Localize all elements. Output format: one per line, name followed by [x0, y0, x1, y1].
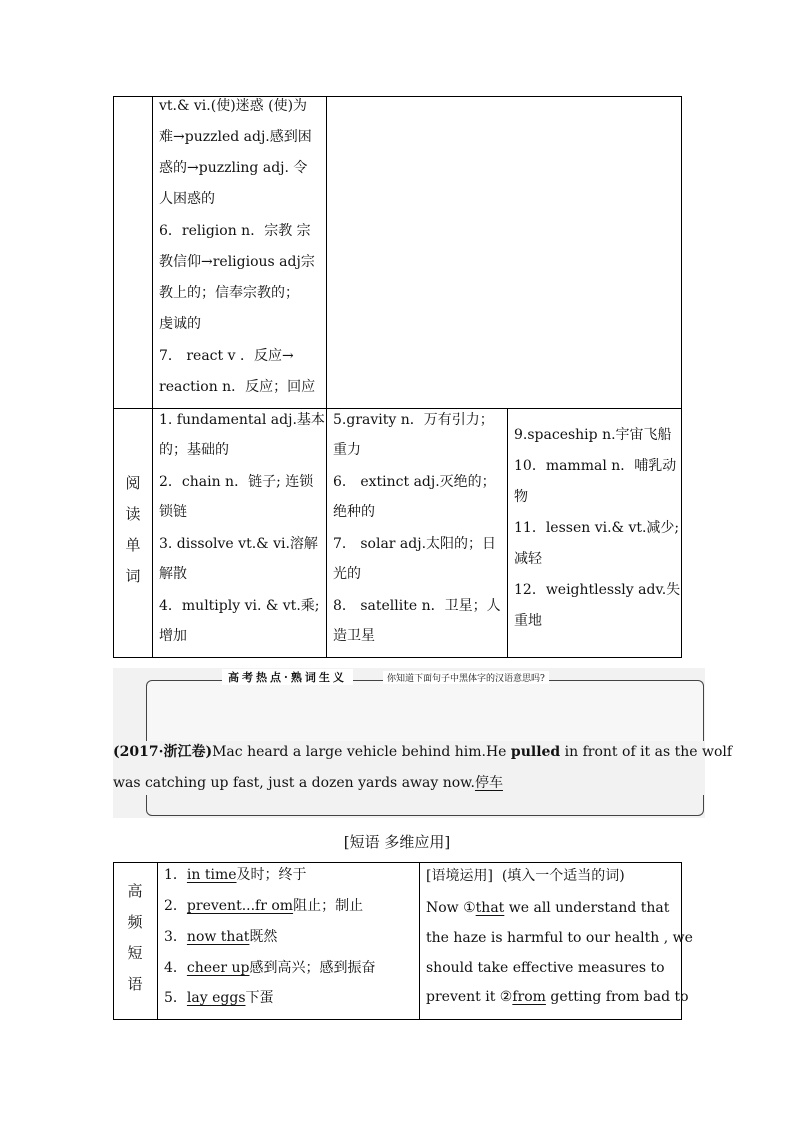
- table-border: [681, 96, 682, 658]
- sentence-part: in front of it as the wolf: [560, 744, 733, 760]
- table-border: [152, 96, 153, 658]
- answer-blank-1: that: [475, 900, 505, 916]
- exercise-title: [语境运用]: [426, 868, 493, 884]
- meaning: 感到高兴；感到振奋: [249, 960, 376, 976]
- meaning: 下蛋: [245, 990, 274, 1006]
- table-border: [113, 657, 682, 658]
- entry-line: reaction n．反应；回应: [159, 379, 316, 395]
- panel-top-bracket: [146, 680, 704, 741]
- bold-word: pulled: [510, 744, 561, 760]
- item-number: 4．: [164, 960, 187, 976]
- list-item: [164, 988, 274, 1008]
- entry-line: 9.spaceship n.宇宙飞船: [514, 427, 672, 443]
- exercise-note: (填入一个适当的词): [501, 868, 625, 884]
- entry-line: 2．chain n．链子; 连锁: [159, 474, 314, 490]
- label-char: 单: [125, 536, 141, 554]
- entry-line: 12．weightlessly adv.失: [514, 582, 681, 598]
- table-border: [113, 1019, 682, 1020]
- phrase: in time: [186, 867, 237, 883]
- entry-line: 10．mammal n．哺乳动: [514, 458, 677, 474]
- sentence-part: was catching up fast, just a dozen yards away now.: [113, 775, 475, 791]
- entry-line: 绝种的: [333, 504, 375, 520]
- list-item: [164, 958, 375, 978]
- phrase: lay eggs: [186, 990, 246, 1006]
- label-char: 读: [125, 505, 141, 523]
- entry-line: 造卫星: [333, 628, 375, 644]
- table-border: [419, 862, 420, 1020]
- meaning: 及时；终于: [236, 867, 307, 883]
- example-sentence: [113, 742, 732, 762]
- item-number: 3．: [164, 929, 187, 945]
- label-char: 短: [127, 944, 143, 962]
- entry-line: 5.gravity n．万有引力；: [333, 412, 494, 428]
- example-sentence-line-2: [113, 773, 503, 793]
- entry-line: 6． extinct adj.灭绝的；: [333, 474, 496, 490]
- entry-line: 的；基础的: [159, 442, 229, 458]
- meaning: 阻止；制止: [293, 898, 364, 914]
- label-char: 语: [127, 975, 143, 993]
- exercise-line: should take effective measures to: [426, 960, 665, 976]
- entry-line: 解散: [159, 566, 187, 582]
- entry-line: 物: [514, 489, 528, 505]
- entry-line: 惑的→puzzling adj. 令: [159, 160, 308, 176]
- exercise-line: the haze is harmful to our health , we: [426, 930, 693, 946]
- entry-line: 6．religion n．宗教 宗: [159, 223, 311, 239]
- label-char: 阅: [125, 474, 141, 492]
- entry-line: 教上的；信奉宗教的；: [159, 285, 299, 301]
- answer-blank-2: from: [512, 989, 546, 1005]
- table-border: [113, 862, 114, 1020]
- item-number: 2．: [164, 898, 187, 914]
- table-border: [326, 96, 327, 658]
- entry-line: 11．lessen vi.& vt.减少;: [514, 520, 680, 536]
- text-segment: prevent it ②: [426, 989, 513, 1005]
- entry-line: 4．multiply vi. & vt.乘;: [159, 598, 320, 614]
- list-item: [164, 896, 363, 916]
- item-number: 1．: [164, 867, 187, 883]
- entry-line: 7． react v ．反应→: [159, 348, 294, 364]
- entry-line: 锁链: [159, 504, 187, 520]
- item-number: 5．: [164, 990, 187, 1006]
- panel-subtitle: 你知道下面句子中黑体字的汉语意思吗?: [383, 671, 549, 684]
- entry-line: 8． satellite n．卫星；人: [333, 598, 501, 614]
- entry-line: 教信仰→religious adj宗: [159, 254, 315, 270]
- phrase: prevent...fr om: [186, 898, 294, 914]
- table-border: [113, 862, 682, 863]
- text-segment: we all understand that: [504, 900, 670, 916]
- entry-line: 重地: [514, 613, 542, 629]
- section-heading: [短语 多维应用]: [343, 833, 451, 851]
- table-border: [113, 96, 114, 658]
- phrase: cheer up: [186, 960, 250, 976]
- answer: 停车: [474, 775, 503, 791]
- text-segment: Now ①: [426, 900, 476, 916]
- exam-source: (2017·浙江卷): [113, 744, 213, 760]
- phrase: now that: [186, 929, 250, 945]
- label-char: 频: [127, 913, 143, 931]
- entry-line: 7． solar adj.太阳的；日: [333, 536, 497, 552]
- label-char: 词: [125, 567, 141, 585]
- table-border: [113, 408, 682, 409]
- entry-line: vt.& vi.(使)迷惑 (使)为: [159, 98, 308, 114]
- exercise-line: [426, 898, 669, 918]
- entry-line: 3. dissolve vt.& vi.溶解: [159, 536, 318, 552]
- entry-line: 增加: [159, 628, 187, 644]
- exercise-line: [426, 987, 689, 1007]
- sentence-part: Mac heard a large vehicle behind him.He: [212, 744, 511, 760]
- list-item: [164, 865, 307, 885]
- entry-line: 1. fundamental adj.基本: [159, 412, 325, 428]
- panel-bottom-bracket: [146, 795, 704, 816]
- label-char: 高: [127, 882, 143, 900]
- meaning: 既然: [249, 929, 278, 945]
- entry-line: 虔诚的: [159, 316, 201, 332]
- entry-line: 人困惑的: [159, 191, 215, 207]
- entry-line: 光的: [333, 566, 361, 582]
- table-border: [157, 862, 158, 1020]
- panel-title: 高考热点·熟词生义: [222, 669, 353, 685]
- text-segment: getting from bad to: [545, 989, 689, 1005]
- table-border: [507, 408, 508, 658]
- entry-line: 重力: [333, 442, 361, 458]
- exercise-heading: [426, 866, 625, 886]
- list-item: [164, 927, 277, 947]
- entry-line: 难→puzzled adj.感到困: [159, 129, 312, 145]
- entry-line: 减轻: [514, 551, 542, 567]
